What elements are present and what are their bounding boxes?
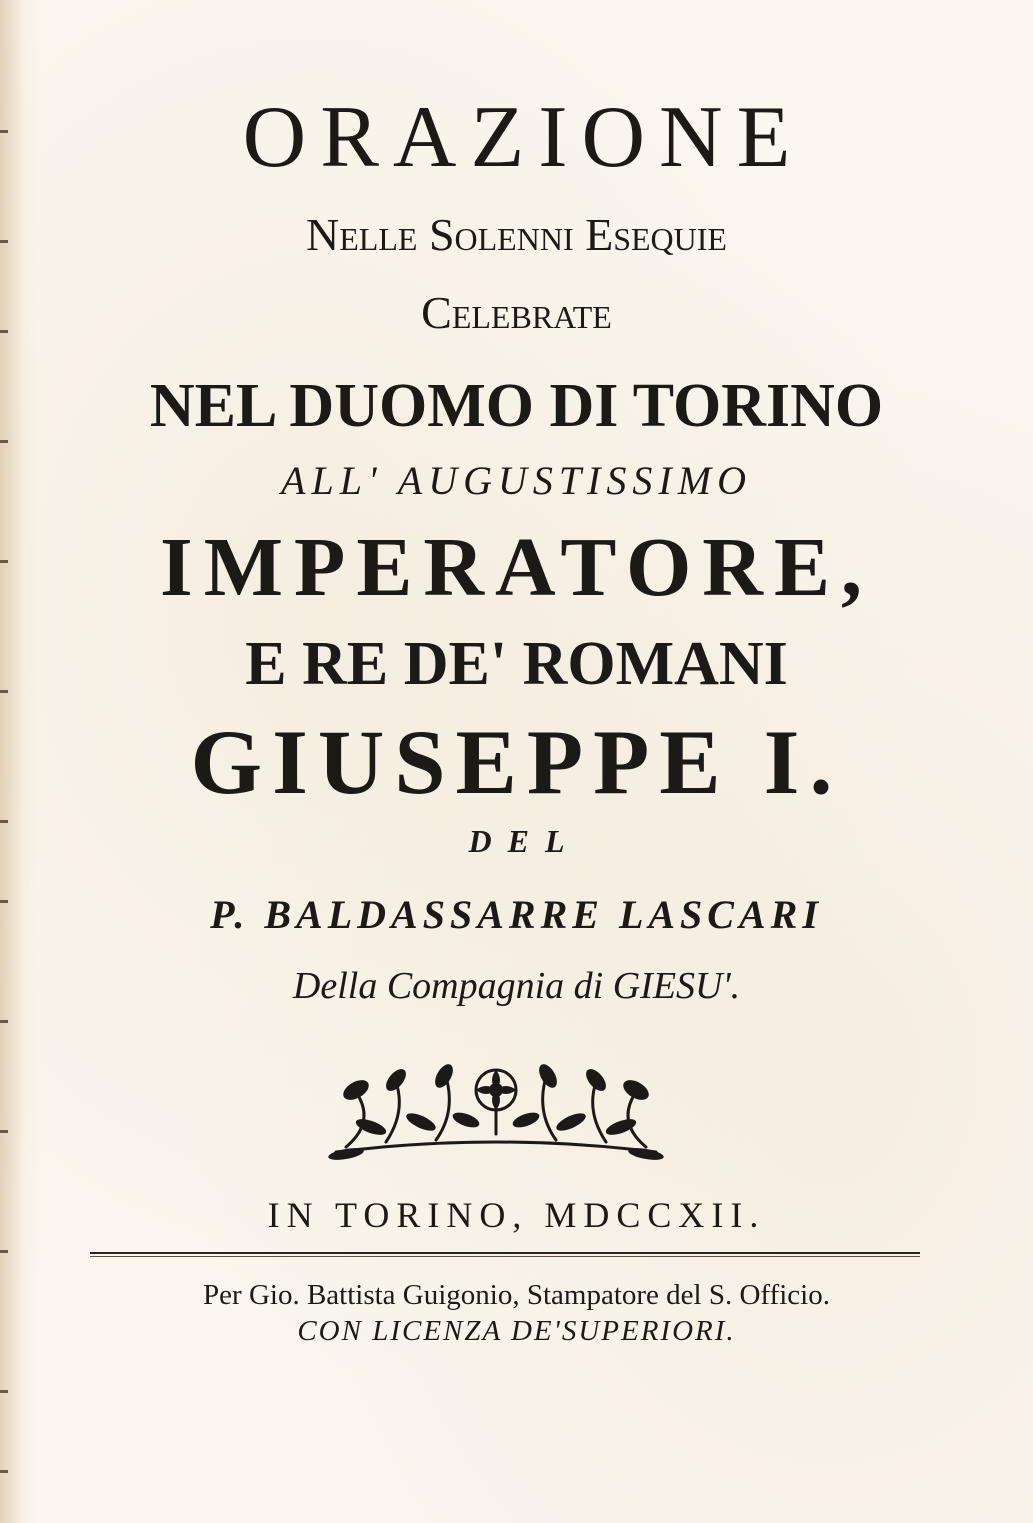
binding-mark — [0, 1250, 8, 1253]
binding-mark — [0, 1470, 8, 1473]
page-title: ORAZIONE — [242, 89, 805, 186]
floral-vignette-icon — [316, 1052, 676, 1172]
subtitle-line-re: E RE DE' ROMANI — [245, 630, 788, 698]
subtitle-line-esequie: Nelle Solenni Esequie — [306, 209, 727, 260]
byline-del: DEL — [468, 823, 581, 859]
subtitle-line-augusto: ALL' AUGUSTISSIMO — [281, 458, 752, 503]
subtitle-line-celebrate: Celebrate — [421, 287, 612, 338]
printer-line: Per Gio. Battista Guigonio, Stampatore del S. Officio. — [203, 1279, 830, 1311]
imprint-rule — [90, 1252, 920, 1254]
subtitle-line-giuseppe: GIUSEPPE I. — [190, 711, 843, 813]
author-name: P. BALDASSARRE LASCARI — [210, 892, 823, 937]
subtitle-line-duomo: NEL DUOMO DI TORINO — [149, 372, 884, 440]
author-affiliation: Della Compagnia di GIESU'. — [292, 965, 741, 1007]
binding-mark — [0, 1020, 8, 1023]
imprint-place-date: IN TORINO, MDCCXII. — [267, 1195, 766, 1235]
licence-line: CON LICENZA DE'SUPERIORI. — [297, 1315, 736, 1347]
subtitle-line-imperatore: IMPERATORE, — [160, 521, 873, 614]
binding-mark — [0, 1130, 8, 1133]
imprint-rule-thin — [90, 1256, 920, 1257]
binding-mark — [0, 1390, 8, 1393]
